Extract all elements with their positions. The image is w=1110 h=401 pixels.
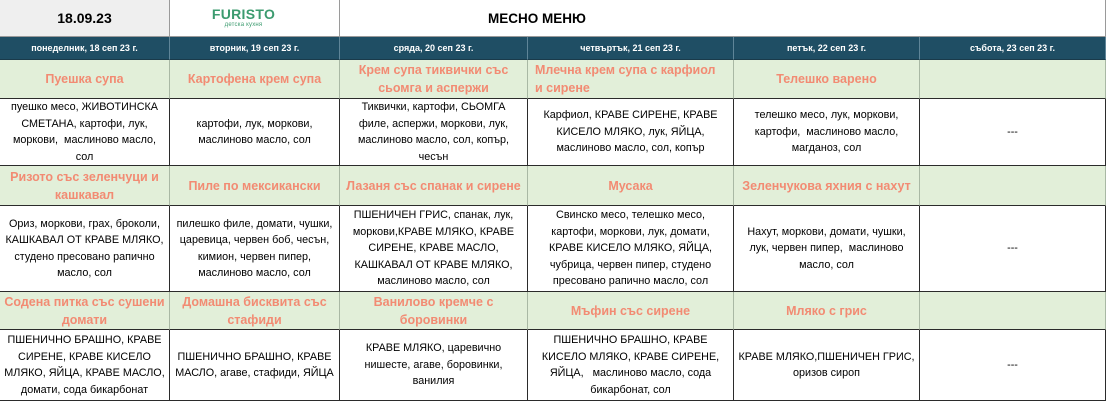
logo-brand-name: FURISTO [211, 6, 276, 22]
ingredients-cell: пуешко месо, ЖИВОТИНСКА СМЕТАНА, картофи, лук, моркови, маслиново масло, сол [0, 99, 170, 166]
ingredients-cell: --- [920, 330, 1106, 401]
dish-name: Пуешка супа [0, 60, 170, 99]
dish-name: Зеленчукова яхния с нахут [734, 166, 920, 206]
dish-name: Ванилово кремче с боровинки [340, 292, 528, 330]
ingredients-cell: ПШЕНИЧНО БРАШНО, КРАВЕ КИСЕЛО МЛЯКО, КРАВЕ СИРЕНЕ, ЯЙЦА, маслиново масло, сода бикарбонат, сол [528, 330, 734, 401]
dish-name: Содена питка със сушени домати [0, 292, 170, 330]
dish-name: Мляко с грис [734, 292, 920, 330]
ingredients-cell: Карфиол, КРАВЕ СИРЕНЕ, КРАВЕ КИСЕЛО МЛЯКО, лук, ЯЙЦА, маслиново масло, сол, копър [528, 99, 734, 166]
dish-name: Картофена крем супа [170, 60, 340, 99]
ingredients-cell: КРАВЕ МЛЯКО, царевично нишесте, агаве, боровинки, ванилия [340, 330, 528, 401]
dish-name: Мусака [528, 166, 734, 206]
menu-title: МЕСНО МЕНЮ [340, 0, 734, 37]
ingredients-cell: ПШЕНИЧНО БРАШНО, КРАВЕ СИРЕНЕ, КРАВЕ КИСЕЛО МЛЯКО, ЯЙЦА, КРАВЕ МАСЛО, домати, сода бикарбонат [0, 330, 170, 401]
ingredients-cell: Тиквички, картофи, СЬОМГА филе, аспержи, моркови, лук, маслиново масло, сол, копър, чесън [340, 99, 528, 166]
ingredients-cell: --- [920, 99, 1106, 166]
dish-name-empty [920, 292, 1106, 330]
ingredients-cell: картофи, лук, моркови, маслиново масло, сол [170, 99, 340, 166]
day-header-wednesday: сряда, 20 сеп 23 г. [340, 37, 528, 60]
ingredients-cell: пилешко филе, домати, чушки, царевица, червен боб, чесън, кимион, червен пипер, маслиново масло, сол [170, 206, 340, 292]
dish-name-empty [920, 166, 1106, 206]
ingredients-cell: Свинско месо, телешко месо, картофи, моркови, лук, домати, КРАВЕ КИСЕЛО МЛЯКО, ЯЙЦА, чубрица, червен пипер, студено пресовано рапично масло, сол [528, 206, 734, 292]
dish-name: Ризото със зеленчуци и кашкавал [0, 166, 170, 206]
menu-date: 18.09.23 [0, 0, 170, 37]
furisto-logo [170, 0, 340, 37]
ingredients-cell: телешко месо, лук, моркови, картофи, маслиново масло, магданоз, сол [734, 99, 920, 166]
day-header-tuesday: вторник, 19 сеп 23 г. [170, 37, 340, 60]
logo-tagline: детска кухня [224, 22, 263, 28]
header-empty-cell [734, 0, 1106, 37]
day-header-thursday: четвъртък, 21 сеп 23 г. [528, 37, 734, 60]
day-header-friday: петък, 22 сеп 23 г. [734, 37, 920, 60]
dish-name: Млечна крем супа с карфиол и сирене [528, 60, 734, 99]
dish-name: Домашна бисквита със стафиди [170, 292, 340, 330]
ingredients-cell: ПШЕНИЧНО БРАШНО, КРАВЕ МАСЛО, агаве, стафиди, ЯЙЦА [170, 330, 340, 401]
dish-name-empty [920, 60, 1106, 99]
ingredients-cell: --- [920, 206, 1106, 292]
dish-name: Телешко варено [734, 60, 920, 99]
day-header-monday: понеделник, 18 сеп 23 г. [0, 37, 170, 60]
ingredients-cell: Нахут, моркови, домати, чушки, лук, червен пипер, маслиново масло, сол [734, 206, 920, 292]
dish-name: Мъфин със сирене [528, 292, 734, 330]
ingredients-cell: КРАВЕ МЛЯКО,ПШЕНИЧЕН ГРИС, оризов сироп [734, 330, 920, 401]
ingredients-cell: Ориз, моркови, грах, броколи, КАШКАВАЛ ОТ КРАВЕ МЛЯКО, студено пресовано рапично масло, сол [0, 206, 170, 292]
dish-name: Лазаня със спанак и сирене [340, 166, 528, 206]
ingredients-cell: ПШЕНИЧЕН ГРИС, спанак, лук, моркови,КРАВЕ МЛЯКО, КРАВЕ СИРЕНЕ, КРАВЕ МАСЛО, КАШКАВАЛ ОТ КРАВЕ МЛЯКО, маслиново масло, сол [340, 206, 528, 292]
day-header-saturday: събота, 23 сеп 23 г. [920, 37, 1106, 60]
dish-name: Крем супа тиквички със сьомга и аспержи [340, 60, 528, 99]
dish-name: Пиле по мексикански [170, 166, 340, 206]
